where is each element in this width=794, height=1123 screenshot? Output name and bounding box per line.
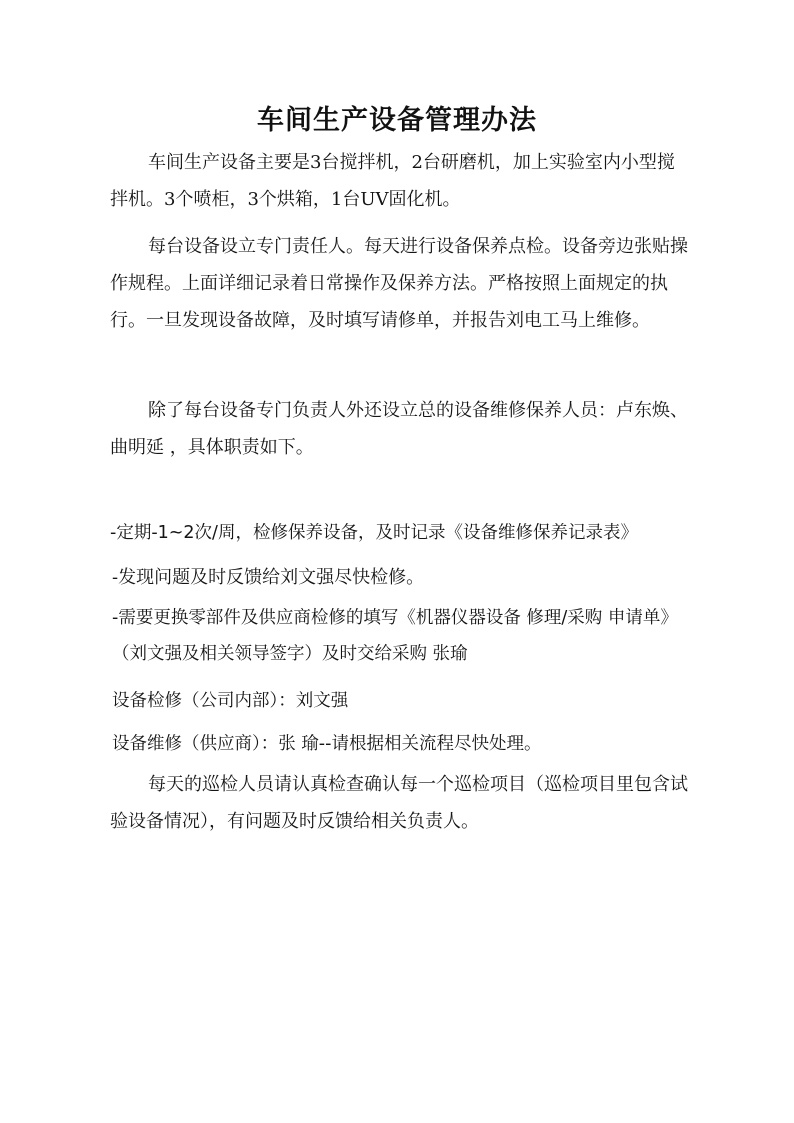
paragraph-equipment-list: 车间生产设备主要是3台搅拌机，2台研磨机，加上实验室内小型搅拌机。3个喷柜，3个烘箱，1台UV固化机。	[110, 152, 675, 210]
paragraph-maintenance-staff: 除了每台设备专门负责人外还设立总的设备维修保养人员：卢东焕、曲明延 ，具体职责如下。	[110, 400, 688, 458]
duty-item-supplier-repair: 设备维修（供应商）：张 瑜--请根据相关流程尽快处理。	[112, 734, 542, 754]
duty-item-internal-repair: 设备检修（公司内部）：刘文强	[112, 691, 349, 711]
duty-item-periodic-maintenance: -定期-1~2次/周，检修保养设备，及时记录《设备维修保养记录表》	[110, 523, 638, 543]
duty-item-parts-purchase: -需要更换零部件及供应商检修的填写《机器仪器设备 修理/采购 申请单》（刘文强及相关领导签字）及时交给采购 张瑜	[112, 608, 678, 664]
document-title: 车间生产设备管理办法	[257, 105, 537, 136]
paragraph-responsibility: 每台设备设立专门责任人。每天进行设备保养点检。设备旁边张贴操作规程。上面详细记录着日常操作及保养方法。严格按照上面规定的执行。一旦发现设备故障，及时填写请修单，并报告刘电工马上维修。	[110, 236, 688, 331]
duty-item-report-issues: -发现问题及时反馈给刘文强尽快检修。	[112, 567, 425, 588]
paragraph-inspection: 每天的巡检人员请认真检查确认每一个巡检项目（巡检项目里包含试验设备情况），有问题及时反馈给相关负责人。	[110, 774, 688, 832]
